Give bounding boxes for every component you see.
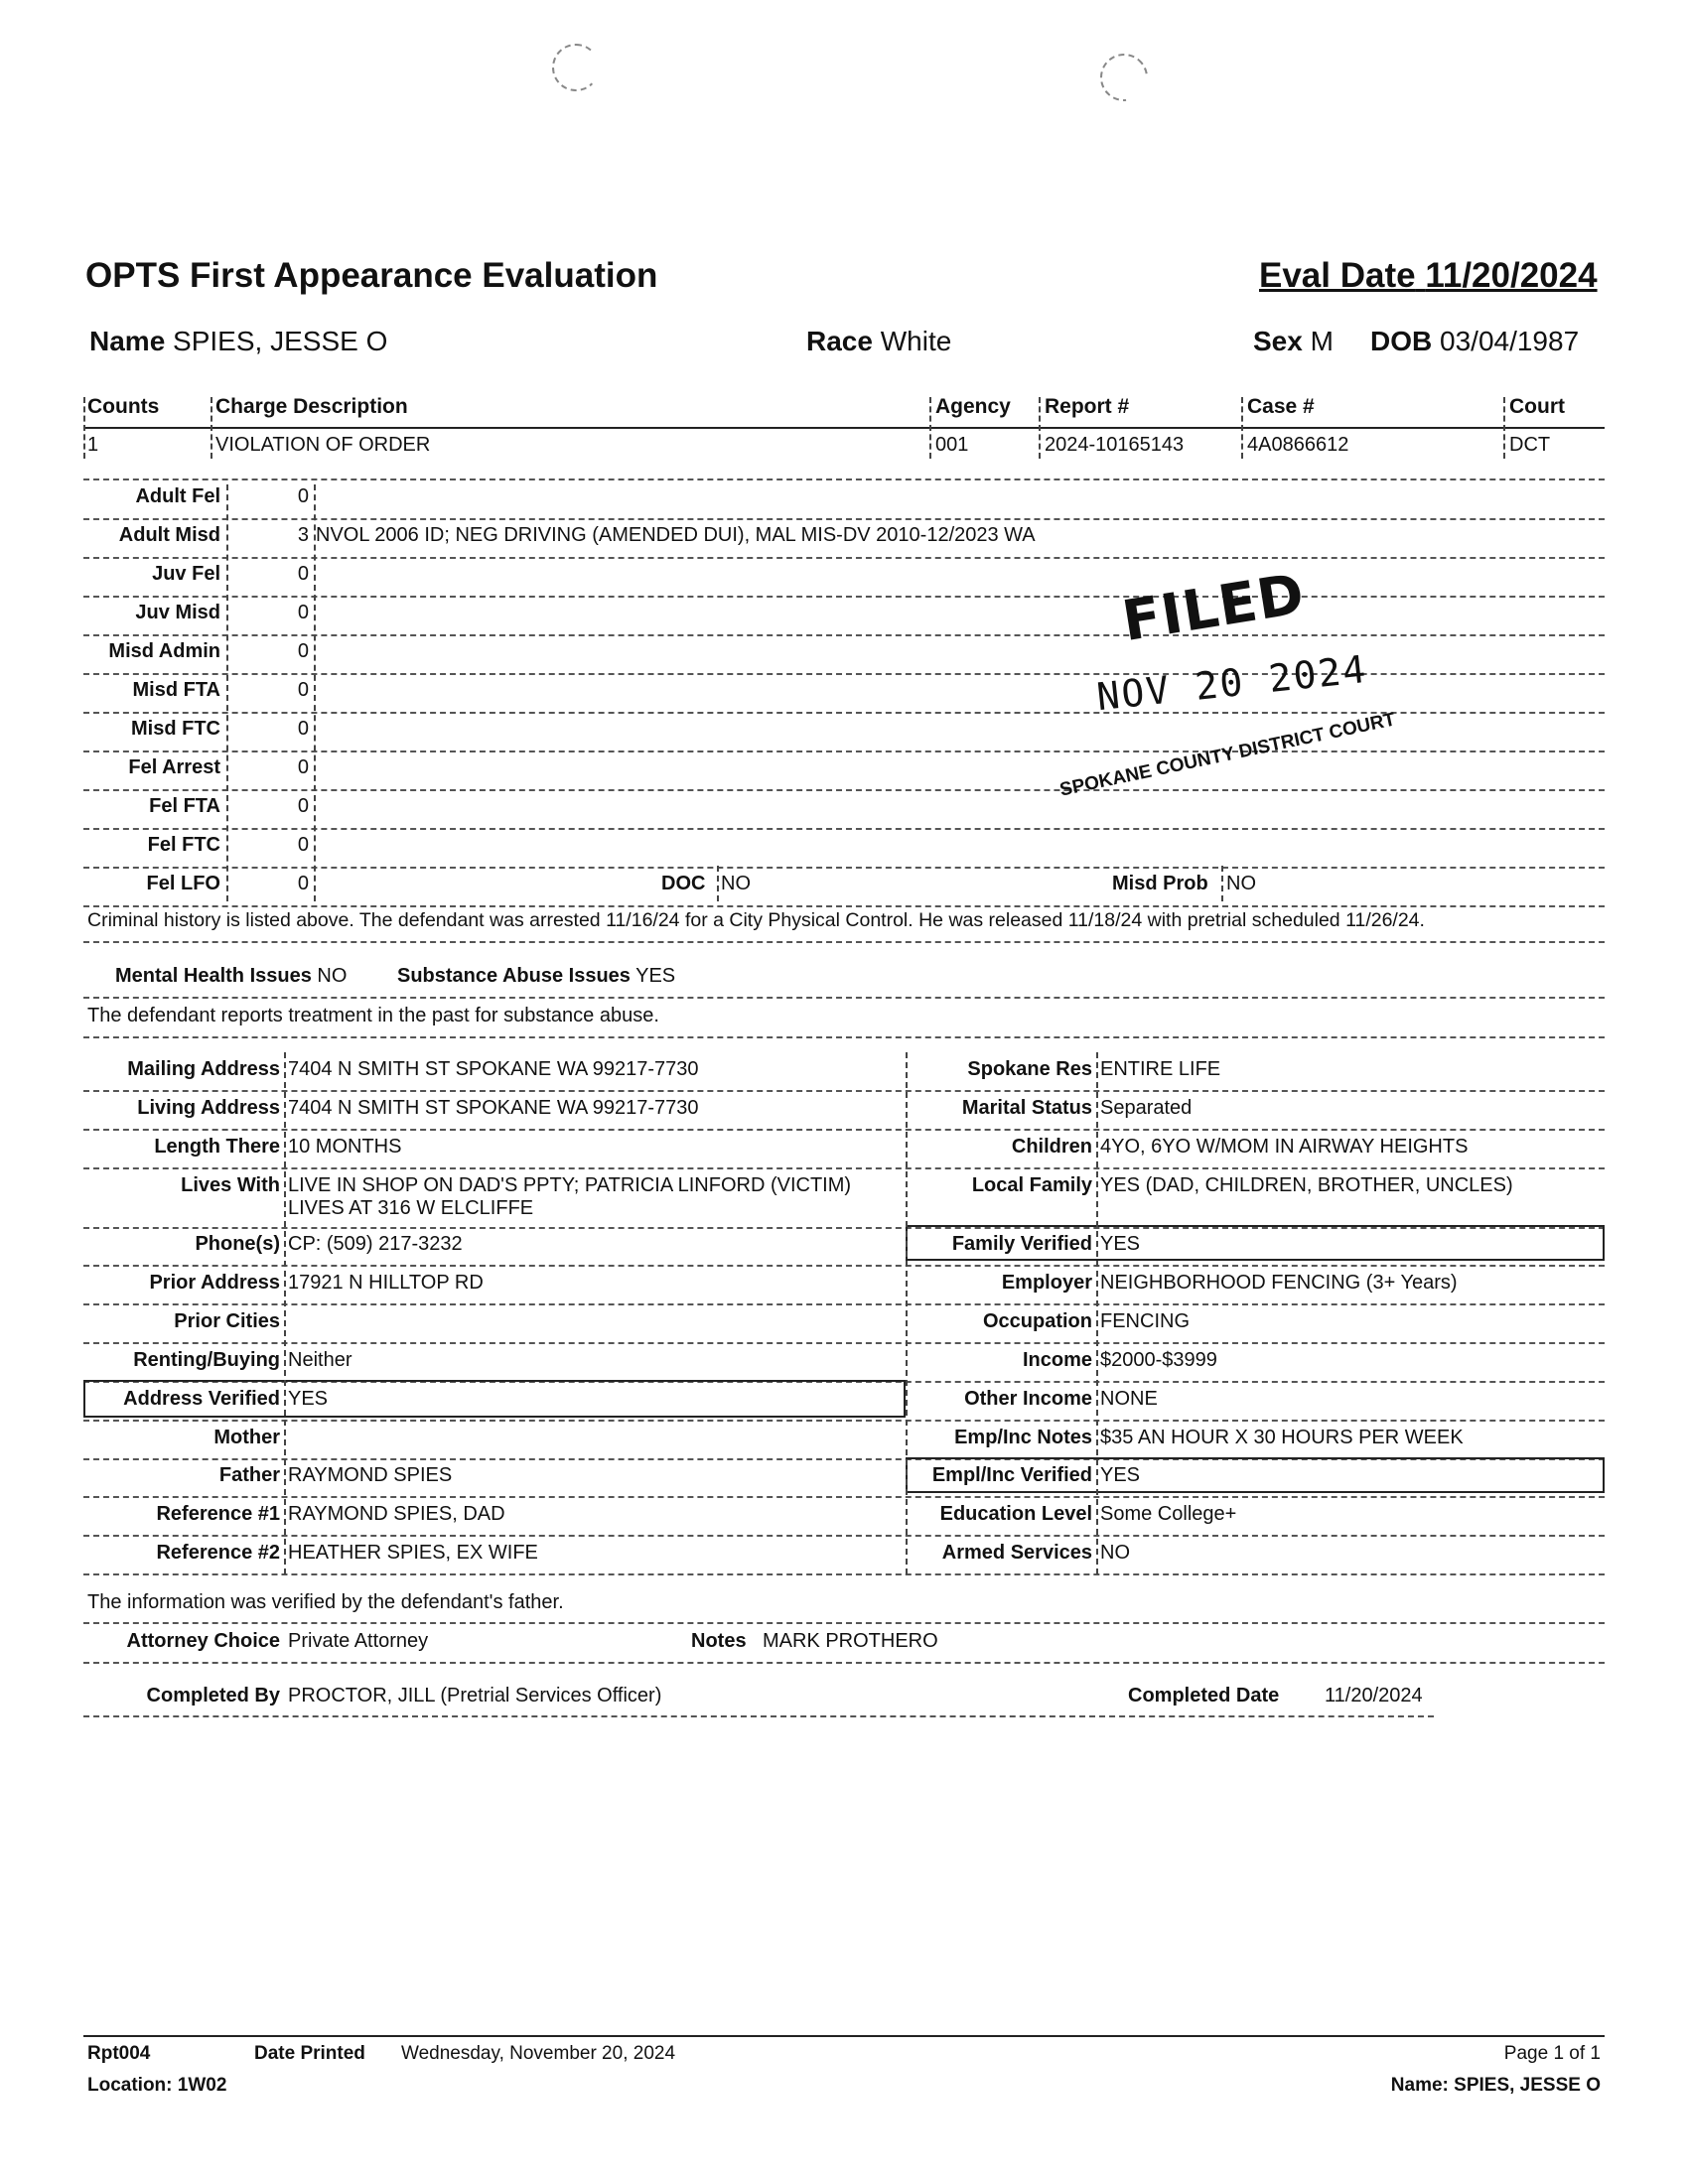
mailing-address-value: 7404 N SMITH ST SPOKANE WA 99217-7730 <box>288 1058 699 1080</box>
row-divider <box>83 1420 1605 1422</box>
charges-header-report: Report # <box>1045 395 1130 418</box>
punch-hole-mark <box>1090 44 1158 111</box>
column-divider <box>1039 397 1041 459</box>
prior-cities-label: Prior Cities <box>174 1310 280 1332</box>
mother-label: Mother <box>213 1427 280 1448</box>
empl-inc-verified-label: Empl/Inc Verified <box>931 1464 1092 1486</box>
income-value: $2000-$3999 <box>1100 1349 1217 1371</box>
doc-label: DOC <box>661 873 706 894</box>
row-divider <box>83 518 1605 520</box>
row-divider <box>83 997 1605 999</box>
defendant-sex: Sex M <box>1253 326 1334 356</box>
history-detail: NVOL 2006 ID; NEG DRIVING (AMENDED DUI), MAL MIS-DV 2010-12/2023 WA <box>316 524 1036 546</box>
family-verified-label: Family Verified <box>951 1233 1092 1255</box>
column-divider <box>1096 1052 1098 1574</box>
history-label: Misd FTC <box>131 718 220 740</box>
row-divider <box>83 905 1605 907</box>
emp-inc-notes-label: Emp/Inc Notes <box>954 1427 1092 1448</box>
address-verified-value: YES <box>288 1388 329 1410</box>
charges-header-description: Charge Description <box>215 395 408 418</box>
footer-page: Page 1 of 1 <box>1503 2043 1601 2064</box>
history-label: Fel LFO <box>146 873 220 894</box>
row-divider <box>83 1573 1605 1575</box>
row-divider <box>83 1036 1605 1038</box>
armed-services-value: NO <box>1100 1542 1130 1564</box>
local-family-label: Local Family <box>971 1174 1092 1196</box>
row-divider <box>83 478 1605 480</box>
defendant-race: Race White <box>806 326 952 356</box>
row-divider <box>83 1167 1605 1169</box>
living-address-label: Living Address <box>137 1097 280 1119</box>
misd-prob-value: NO <box>1226 873 1256 894</box>
history-count: 0 <box>297 795 309 817</box>
issues-note: The defendant reports treatment in the past for substance abuse. <box>87 1005 659 1026</box>
renting-buying-value: Neither <box>288 1349 352 1371</box>
substance-abuse-issues: Substance Abuse Issues YES <box>397 965 676 987</box>
armed-services-label: Armed Services <box>941 1542 1092 1564</box>
living-address-value: 7404 N SMITH ST SPOKANE WA 99217-7730 <box>288 1097 699 1119</box>
row-divider <box>83 1342 1605 1344</box>
row-divider <box>83 867 1605 869</box>
misd-prob-label: Misd Prob <box>1112 873 1208 894</box>
completed-by-value: PROCTOR, JILL (Pretrial Services Officer) <box>288 1685 662 1706</box>
footer-rule <box>83 2035 1605 2037</box>
column-divider <box>284 1052 286 1574</box>
column-divider <box>226 484 228 901</box>
history-count: 0 <box>297 602 309 623</box>
history-note: Criminal history is listed above. The defendant was arrested 11/16/24 for a City Physical Control. He was released 11/18/24 with pretrial scheduled 11/26/24. <box>87 909 1425 931</box>
history-label: Misd Admin <box>108 640 220 662</box>
father-value: RAYMOND SPIES <box>288 1464 453 1486</box>
attorney-notes-label: Notes <box>691 1630 747 1652</box>
completed-date-value: 11/20/2024 <box>1325 1685 1423 1706</box>
charge-case-number: 4A0866612 <box>1247 434 1349 456</box>
lives-with-value: LIVE IN SHOP ON DAD'S PPTY; PATRICIA LINFORD (VICTIM) <box>288 1174 852 1196</box>
lives-with-value-line2: LIVES AT 316 W ELCLIFFE <box>288 1197 534 1219</box>
history-label: Adult Misd <box>118 524 220 546</box>
column-divider <box>1241 397 1243 459</box>
emp-inc-notes-value: $35 AN HOUR X 30 HOURS PER WEEK <box>1100 1427 1464 1448</box>
children-value: 4YO, 6YO W/MOM IN AIRWAY HEIGHTS <box>1100 1136 1469 1158</box>
education-level-value: Some College+ <box>1100 1503 1237 1525</box>
defendant-name: Name SPIES, JESSE O <box>89 326 388 356</box>
charges-header-counts: Counts <box>87 395 160 418</box>
charges-header-court: Court <box>1509 395 1565 418</box>
row-divider <box>83 1265 1605 1267</box>
completed-by-label: Completed By <box>146 1685 280 1706</box>
stamp-filed-text: FILED <box>1118 561 1310 655</box>
family-verified-value: YES <box>1100 1233 1141 1255</box>
column-divider <box>1503 397 1505 459</box>
column-divider <box>314 484 316 901</box>
prior-address-label: Prior Address <box>149 1272 280 1294</box>
column-divider <box>929 397 931 459</box>
doc-value: NO <box>721 873 751 894</box>
reference1-value: RAYMOND SPIES, DAD <box>288 1503 505 1525</box>
history-label: Fel Arrest <box>128 756 220 778</box>
history-label: Juv Fel <box>152 563 220 585</box>
history-count: 0 <box>297 756 309 778</box>
history-label: Adult Fel <box>135 485 220 507</box>
row-divider <box>83 941 1605 943</box>
row-divider <box>83 1303 1605 1305</box>
occupation-value: FENCING <box>1100 1310 1190 1332</box>
prior-address-value: 17921 N HILLTOP RD <box>288 1272 484 1294</box>
history-count: 0 <box>297 834 309 856</box>
history-count: 0 <box>297 485 309 507</box>
reference1-label: Reference #1 <box>156 1503 280 1525</box>
row-divider <box>83 557 1605 559</box>
empl-inc-verified-value: YES <box>1100 1464 1141 1486</box>
history-count: 0 <box>297 563 309 585</box>
children-label: Children <box>1011 1136 1092 1158</box>
local-family-value: YES (DAD, CHILDREN, BROTHER, UNCLES) <box>1100 1174 1513 1196</box>
row-divider <box>83 1662 1605 1664</box>
footer-date-printed-label: Date Printed <box>254 2043 365 2064</box>
footer-report-id: Rpt004 <box>87 2043 151 2064</box>
father-label: Father <box>218 1464 280 1486</box>
reference2-value: HEATHER SPIES, EX WIFE <box>288 1542 538 1564</box>
education-level-label: Education Level <box>939 1503 1092 1525</box>
spokane-res-value: ENTIRE LIFE <box>1100 1058 1221 1080</box>
other-income-label: Other Income <box>964 1388 1092 1410</box>
footer-date-printed: Wednesday, November 20, 2024 <box>401 2043 676 2064</box>
history-label: Fel FTA <box>149 795 220 817</box>
column-divider <box>906 1052 908 1574</box>
stamp-date-text: NOV 20 2024 <box>1094 646 1370 720</box>
column-divider <box>1221 866 1223 901</box>
length-there-value: 10 MONTHS <box>288 1136 402 1158</box>
length-there-label: Length There <box>154 1136 280 1158</box>
history-label: Fel FTC <box>147 834 220 856</box>
row-divider <box>83 1129 1605 1131</box>
column-divider <box>717 866 719 901</box>
spokane-res-label: Spokane Res <box>967 1058 1092 1080</box>
history-label: Misd FTA <box>132 679 220 701</box>
history-count: 0 <box>297 679 309 701</box>
history-count: 0 <box>297 873 309 894</box>
eval-date: Eval Date 11/20/2024 <box>1259 256 1598 295</box>
row-divider <box>83 1496 1605 1498</box>
reference2-label: Reference #2 <box>156 1542 280 1564</box>
mental-health-issues: Mental Health Issues NO <box>115 965 348 987</box>
completed-date-label: Completed Date <box>1128 1685 1280 1706</box>
history-label: Juv Misd <box>135 602 220 623</box>
phones-value: CP: (509) 217-3232 <box>288 1233 463 1255</box>
row-divider <box>83 1622 1605 1624</box>
row-divider <box>83 1090 1605 1092</box>
page-title: OPTS First Appearance Evaluation <box>85 256 658 295</box>
employer-value: NEIGHBORHOOD FENCING (3+ Years) <box>1100 1272 1458 1294</box>
row-divider <box>83 1535 1605 1537</box>
history-count: 0 <box>297 640 309 662</box>
punch-hole-mark <box>552 44 600 91</box>
charge-report-number: 2024-10165143 <box>1045 434 1185 456</box>
mailing-address-label: Mailing Address <box>127 1058 280 1080</box>
row-divider <box>83 1715 1434 1717</box>
renting-buying-label: Renting/Buying <box>133 1349 280 1371</box>
attorney-choice-value: Private Attorney <box>288 1630 429 1652</box>
occupation-label: Occupation <box>982 1310 1092 1332</box>
charge-agency: 001 <box>935 434 969 456</box>
address-verified-label: Address Verified <box>123 1388 280 1410</box>
other-income-value: NONE <box>1100 1388 1158 1410</box>
history-count: 0 <box>297 718 309 740</box>
charge-court: DCT <box>1509 434 1551 456</box>
charges-header-agency: Agency <box>935 395 1011 418</box>
charge-counts: 1 <box>87 434 99 456</box>
income-label: Income <box>1022 1349 1092 1371</box>
phones-label: Phone(s) <box>195 1233 280 1255</box>
column-divider <box>211 397 212 459</box>
charges-header-case: Case # <box>1247 395 1315 418</box>
lives-with-label: Lives With <box>181 1174 280 1196</box>
marital-status-label: Marital Status <box>961 1097 1092 1119</box>
attorney-choice-label: Attorney Choice <box>126 1630 280 1652</box>
marital-status-value: Separated <box>1100 1097 1193 1119</box>
attorney-notes-value: MARK PROTHERO <box>763 1630 938 1652</box>
stamp-court-text: SPOKANE COUNTY DISTRICT COURT <box>1057 709 1398 801</box>
defendant-dob: DOB 03/04/1987 <box>1370 326 1580 356</box>
filed-stamp <box>1057 561 1569 844</box>
footer-location: Location: 1W02 <box>87 2075 227 2096</box>
column-divider <box>83 397 85 459</box>
history-count: 3 <box>297 524 309 546</box>
charge-description: VIOLATION OF ORDER <box>215 434 431 456</box>
charges-header-rule <box>83 427 1605 429</box>
employer-label: Employer <box>1001 1272 1092 1294</box>
verification-note: The information was verified by the defendant's father. <box>87 1591 564 1613</box>
footer-name: Name: SPIES, JESSE O <box>1390 2075 1601 2096</box>
